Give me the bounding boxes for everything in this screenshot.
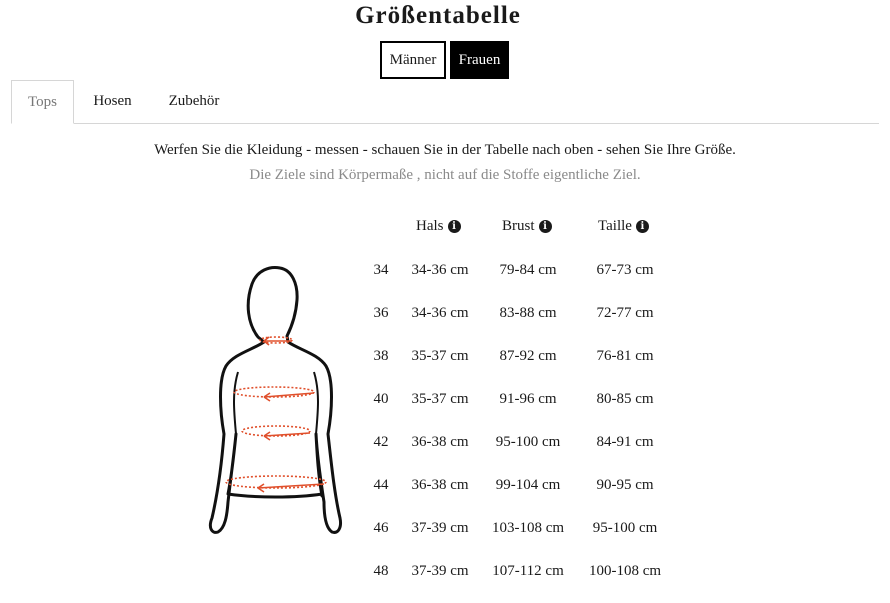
info-icon[interactable]: i: [539, 220, 552, 233]
table-row: [0, 305, 890, 329]
hals-cell: 36-38 cm: [411, 434, 469, 450]
tab-hosen[interactable]: Hosen: [93, 93, 132, 109]
taille-cell: 72-77 cm: [596, 305, 654, 321]
brust-cell: 95-100 cm: [495, 434, 561, 450]
size-cell: 38: [373, 348, 389, 364]
size-cell: 40: [373, 391, 389, 407]
page-title: Größentabelle: [355, 2, 521, 29]
header-hals-label: Hals: [416, 218, 444, 234]
tab-tops[interactable]: Tops: [11, 80, 74, 124]
size-cell: 48: [373, 563, 389, 579]
brust-cell: 87-92 cm: [499, 348, 557, 364]
hals-cell: 36-38 cm: [411, 477, 469, 493]
size-cell: 44: [373, 477, 389, 493]
category-tabs: [11, 80, 879, 124]
table-row: [0, 520, 890, 544]
taille-cell: 67-73 cm: [596, 262, 654, 278]
taille-cell: 84-91 cm: [596, 434, 654, 450]
hals-cell: 34-36 cm: [411, 262, 469, 278]
header-taille: [598, 218, 649, 235]
brust-cell: 91-96 cm: [499, 391, 557, 407]
header-taille-label: Taille: [598, 218, 632, 234]
table-row: [0, 477, 890, 501]
brust-cell: 103-108 cm: [491, 520, 565, 536]
taille-cell: 80-85 cm: [596, 391, 654, 407]
brust-cell: 79-84 cm: [499, 262, 557, 278]
tab-zubehoer[interactable]: Zubehör: [168, 93, 220, 109]
size-cell: 42: [373, 434, 389, 450]
size-cell: 36: [373, 305, 389, 321]
hals-cell: 37-39 cm: [411, 563, 469, 579]
hals-cell: 37-39 cm: [411, 520, 469, 536]
info-icon[interactable]: i: [448, 220, 461, 233]
gender-toggle: [380, 41, 509, 79]
table-row: [0, 563, 890, 587]
table-row: [0, 434, 890, 458]
women-button[interactable]: Frauen: [450, 41, 509, 79]
header-hals: [416, 218, 461, 235]
brust-cell: 107-112 cm: [492, 563, 564, 579]
men-button[interactable]: Männer: [380, 41, 446, 79]
size-cell: 34: [373, 262, 389, 278]
brust-cell: 83-88 cm: [499, 305, 557, 321]
table-row: [0, 262, 890, 286]
info-icon[interactable]: i: [636, 220, 649, 233]
hals-cell: 34-36 cm: [411, 305, 469, 321]
table-row: [0, 391, 890, 415]
hals-cell: 35-37 cm: [411, 348, 469, 364]
taille-cell: 76-81 cm: [596, 348, 654, 364]
taille-cell: 90-95 cm: [596, 477, 654, 493]
size-cell: 46: [373, 520, 389, 536]
taille-cell: 95-100 cm: [592, 520, 658, 536]
instruction-text: Werfen Sie die Kleidung - messen - schauen Sie in der Tabelle nach oben - sehen Sie Ihre Größe.: [154, 142, 736, 158]
note-text: Die Ziele sind Körpermaße , nicht auf die Stoffe eigentliche Ziel.: [249, 167, 641, 183]
taille-cell: 100-108 cm: [588, 563, 662, 579]
header-brust-label: Brust: [502, 218, 535, 234]
brust-cell: 99-104 cm: [495, 477, 561, 493]
header-brust: [502, 218, 552, 235]
table-row: [0, 348, 890, 372]
hals-cell: 35-37 cm: [411, 391, 469, 407]
